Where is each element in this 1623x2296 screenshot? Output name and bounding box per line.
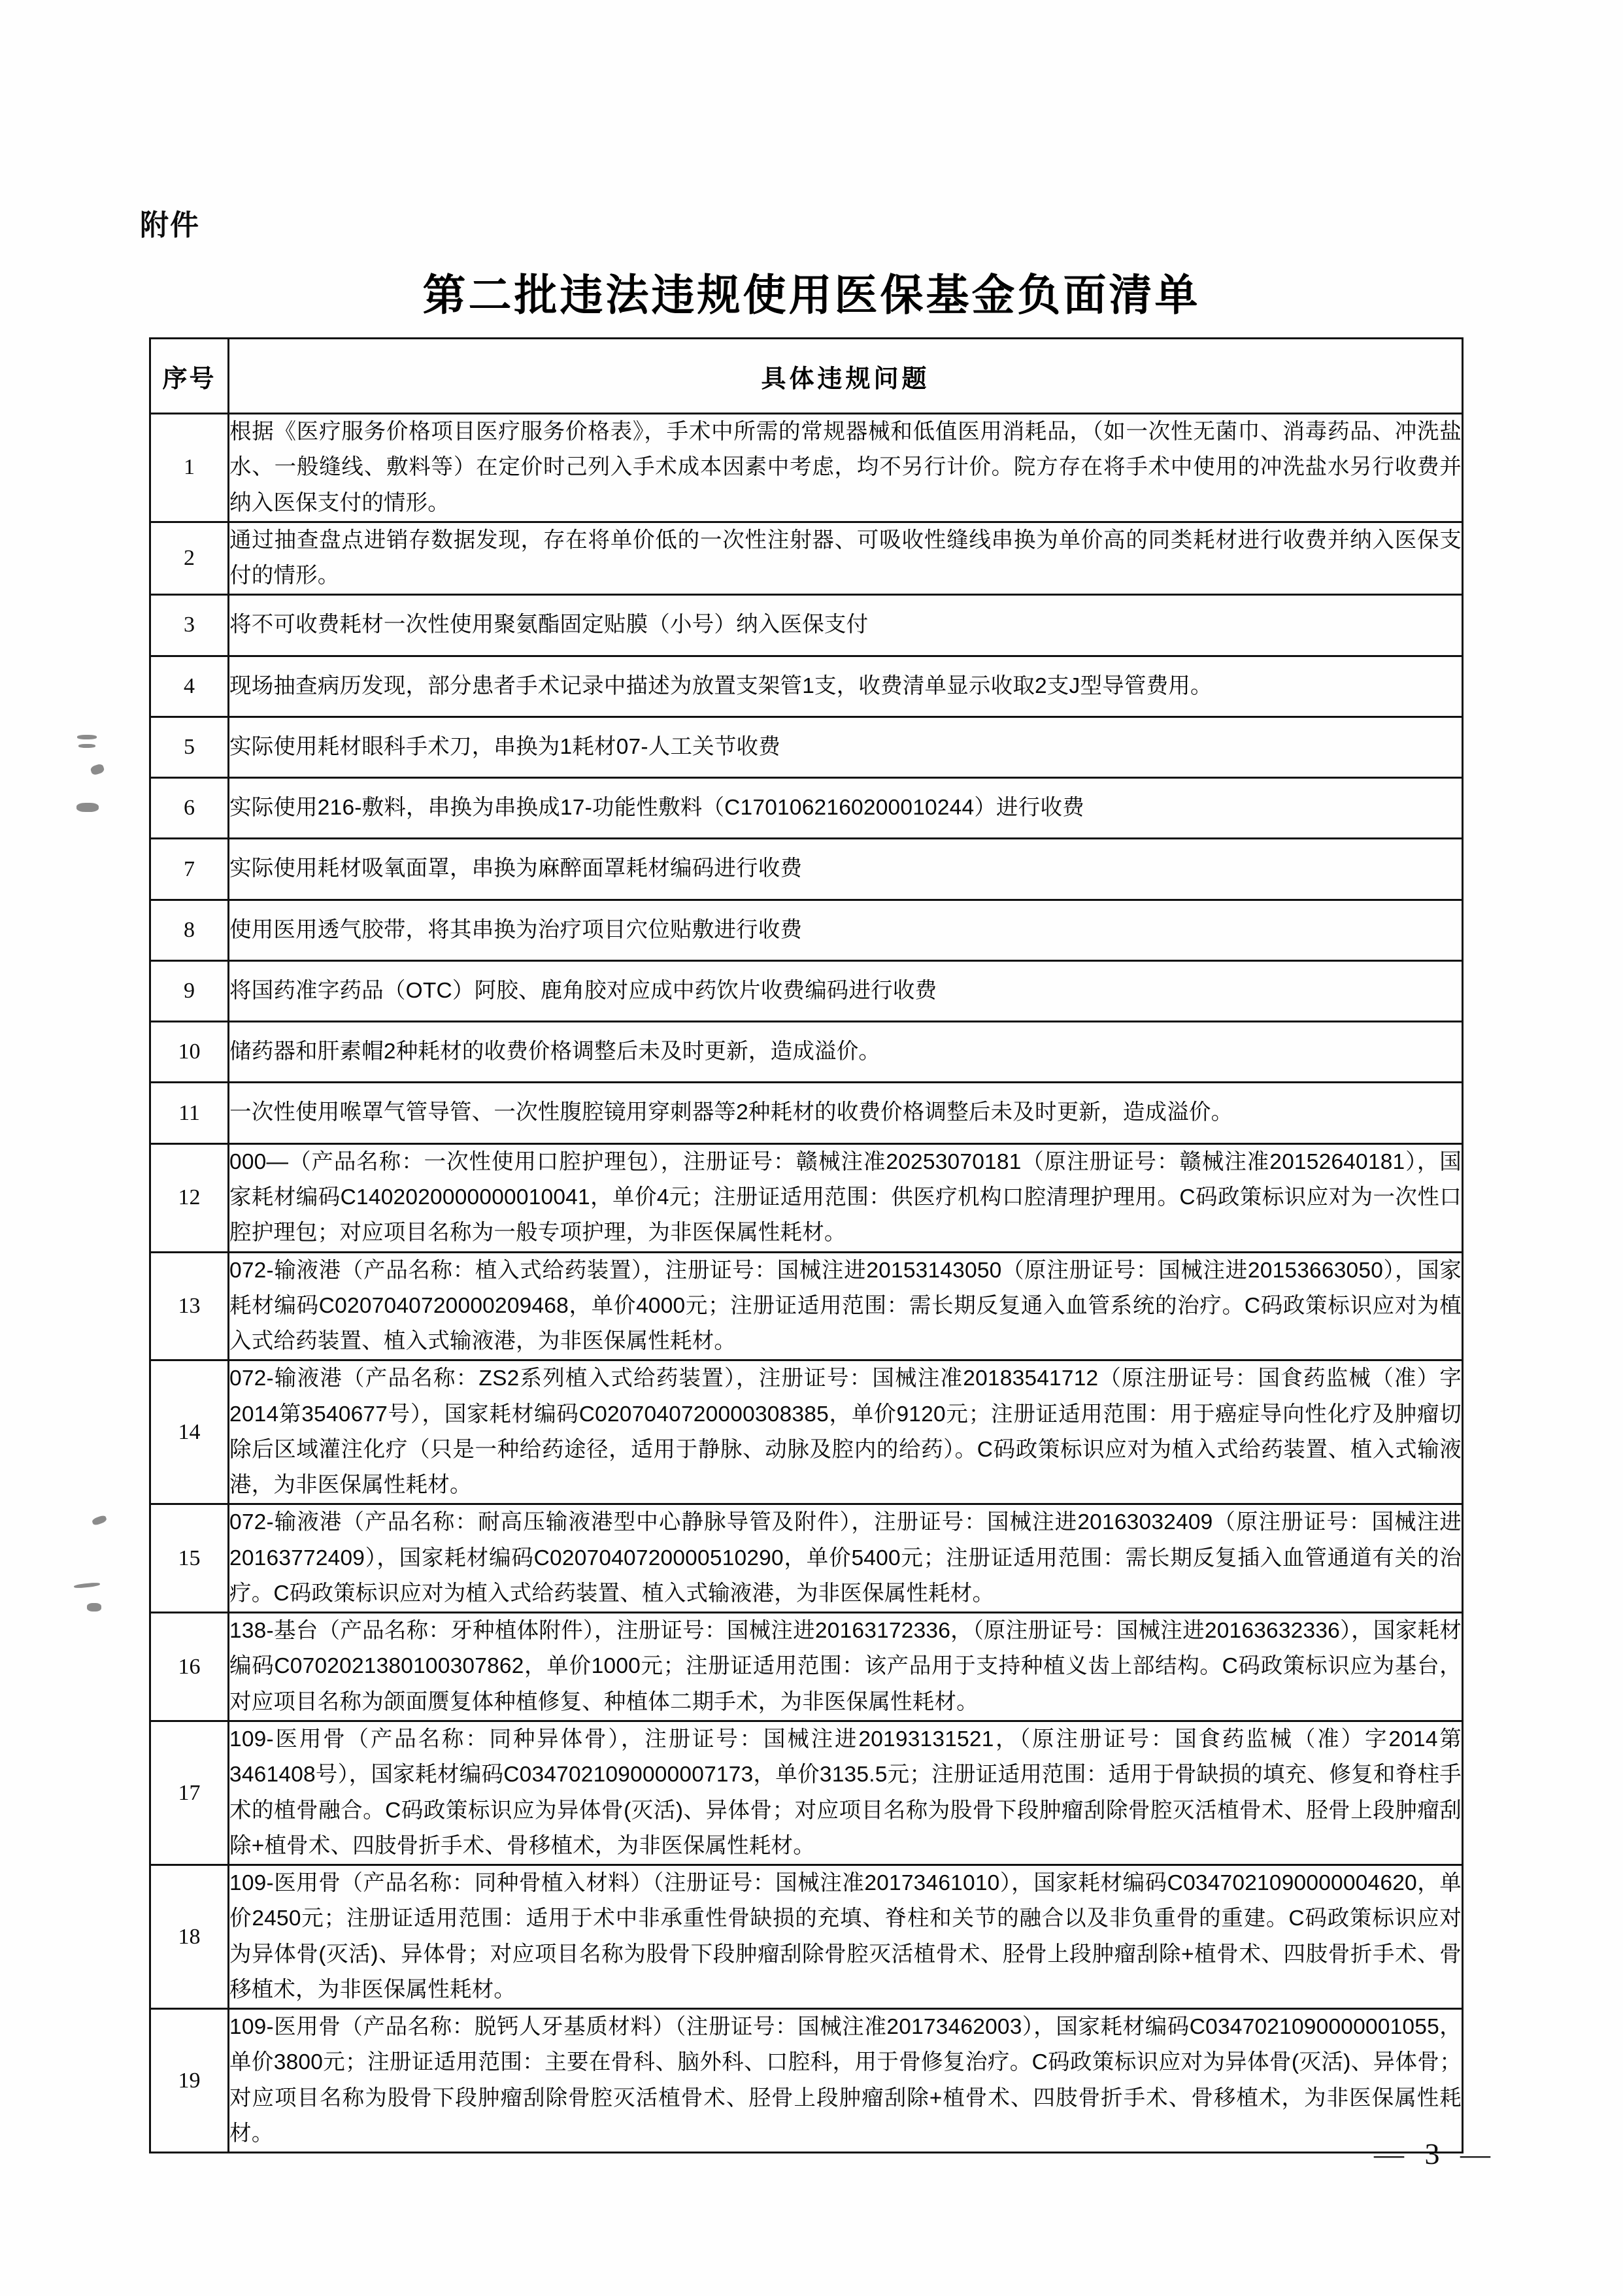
- table-row: [150, 1360, 1463, 1504]
- scan-artifact: [76, 803, 99, 812]
- table-row: [150, 1865, 1463, 2009]
- row-issue-text: 将不可收费耗材一次性使用聚氨酯固定贴膜（小号）纳入医保支付: [229, 595, 1463, 656]
- table-row: [150, 1721, 1463, 1865]
- row-issue-text: 138-基台（产品名称：牙种植体附件），注册证号：国械注进20163172336，（原注册证号：国械注进20163632336），国家耗材编码C0702021380100307862，单价1000元；注册证适用范围：该产品用于支持种植义齿上部结构。C码政策标识应为基台，对应项目名称为颌面赝复体种植修复、种植体二期手术，为非医保属性耗材。: [229, 1613, 1463, 1721]
- column-header-no: 序号: [150, 339, 229, 414]
- row-number: 14: [150, 1360, 229, 1504]
- row-issue-text: 通过抽查盘点进销存数据发现，存在将单价低的一次性注射器、可吸收性缝线串换为单价高的同类耗材进行收费并纳入医保支付的情形。: [229, 522, 1463, 595]
- row-issue-text: 使用医用透气胶带，将其串换为治疗项目穴位贴敷进行收费: [229, 900, 1463, 960]
- row-issue-text: 109-医用骨（产品名称：同种异体骨），注册证号：国械注进20193131521，（原注册证号：国食药监械（准）字2014第3461408号），国家耗材编码C0347021090000007173，单价3135.5元；注册证适用范围：适用于骨缺损的填充、修复和脊柱手术的植骨融合。C码政策标识应为异体骨(灭活)、异体骨；对应项目名称为股骨下段肿瘤刮除骨腔灭活植骨术、胫骨上段肿瘤刮除+植骨术、四肢骨折手术、骨移植术，为非医保属性耗材。: [229, 1721, 1463, 1865]
- row-number: 4: [150, 656, 229, 717]
- row-number: 6: [150, 778, 229, 839]
- table-row: [150, 2009, 1463, 2153]
- row-issue-text: 实际使用耗材眼科手术刀，串换为1耗材07-人工关节收费: [229, 717, 1463, 777]
- row-issue-text: 109-医用骨（产品名称：脱钙人牙基质材料）（注册证号：国械注准20173462003），国家耗材编码C0347021090000001055，单价3800元；注册证适用范围：主要在骨科、脑外科、口腔科，用于骨修复治疗。C码政策标识应对为异体骨(灭活)、异体骨；对应项目名称为股骨下段肿瘤刮除骨腔灭活植骨术、胫骨上段肿瘤刮除+植骨术、四肢骨折手术、骨移植术，为非医保属性耗材。: [229, 2009, 1463, 2153]
- table-row: [150, 839, 1463, 900]
- row-issue-text: 实际使用216-敷料，串换为串换成17-功能性敷料（C1701062160200010244）进行收费: [229, 778, 1463, 839]
- row-issue-text: 072-输液港（产品名称：耐高压输液港型中心静脉导管及附件），注册证号：国械注进20163032409（原注册证号：国械注进20163772409），国家耗材编码C0207040720000510290，单价5400元；注册证适用范围：需长期反复插入血管通道有关的治疗。C码政策标识应对为植入式给药装置、植入式输液港，为非医保属性耗材。: [229, 1504, 1463, 1613]
- row-issue-text: 000—（产品名称：一次性使用口腔护理包），注册证号：赣械注准20253070181（原注册证号：赣械注准20152640181），国家耗材编码C1402020000000010041，单价4元；注册证适用范围：供医疗机构口腔清理护理用。C码政策标识应对为一次性口腔护理包；对应项目名称为一般专项护理，为非医保属性耗材。: [229, 1143, 1463, 1252]
- row-issue-text: 一次性使用喉罩气管导管、一次性腹腔镜用穿刺器等2种耗材的收费价格调整后未及时更新，造成溢价。: [229, 1083, 1463, 1143]
- table-row: [150, 595, 1463, 656]
- page-number: — 3 —: [1374, 2137, 1497, 2170]
- violation-list-table: [149, 337, 1464, 2153]
- row-number: 13: [150, 1252, 229, 1360]
- table-row: [150, 1613, 1463, 1721]
- table-row: [150, 1083, 1463, 1143]
- row-number: 7: [150, 839, 229, 900]
- column-header-issue: 具体违规问题: [229, 339, 1463, 414]
- row-number: 10: [150, 1022, 229, 1083]
- scan-artifact: [90, 763, 105, 775]
- table-row: [150, 414, 1463, 522]
- row-number: 1: [150, 414, 229, 522]
- row-number: 19: [150, 2009, 229, 2153]
- row-issue-text: 将国药准字药品（OTC）阿胶、鹿角胶对应成中药饮片收费编码进行收费: [229, 960, 1463, 1021]
- row-number: 11: [150, 1083, 229, 1143]
- scan-artifact: [77, 735, 97, 739]
- row-number: 16: [150, 1613, 229, 1721]
- page-title: 第二批违法违规使用医保基金负面清单: [422, 271, 1201, 319]
- table-row: [150, 1504, 1463, 1613]
- row-issue-text: 072-输液港（产品名称：植入式给药装置），注册证号：国械注进20153143050（原注册证号：国械注进20153663050），国家耗材编码C0207040720000209468，单价4000元；注册证适用范围：需长期反复通入血管系统的治疗。C码政策标识应对为植入式给药装置、植入式输液港，为非医保属性耗材。: [229, 1252, 1463, 1360]
- row-number: 8: [150, 900, 229, 960]
- row-issue-text: 072-输液港（产品名称：ZS2系列植入式给药装置），注册证号：国械注准20183541712（原注册证号：国食药监械（准）字2014第3540677号），国家耗材编码C0207040720000308385，单价9120元；注册证适用范围：用于癌症导向性化疗及肿瘤切除后区域灌注化疗（只是一种给药途径，适用于静脉、动脉及腔内的给药）。C码政策标识应对为植入式给药装置、植入式输液港，为非医保属性耗材。: [229, 1360, 1463, 1504]
- row-number: 12: [150, 1143, 229, 1252]
- row-number: 9: [150, 960, 229, 1021]
- row-issue-text: 实际使用耗材吸氧面罩，串换为麻醉面罩耗材编码进行收费: [229, 839, 1463, 900]
- row-number: 5: [150, 717, 229, 777]
- scan-artifact: [74, 1582, 100, 1589]
- row-number: 15: [150, 1504, 229, 1613]
- table-row: [150, 1022, 1463, 1083]
- attachment-label: 附件: [140, 209, 200, 241]
- table-header-row: [150, 339, 1463, 414]
- row-issue-text: 储药器和肝素帽2种耗材的收费价格调整后未及时更新，造成溢价。: [229, 1022, 1463, 1083]
- table-row: [150, 778, 1463, 839]
- table-row: [150, 1143, 1463, 1252]
- row-issue-text: 现场抽查病历发现，部分患者手术记录中描述为放置支架管1支，收费清单显示收取2支J型导管费用。: [229, 656, 1463, 717]
- row-number: 3: [150, 595, 229, 656]
- row-number: 2: [150, 522, 229, 595]
- scan-artifact: [78, 744, 95, 748]
- table-body: [150, 414, 1463, 2153]
- table-row: [150, 960, 1463, 1021]
- scan-artifact: [87, 1603, 101, 1612]
- row-number: 17: [150, 1721, 229, 1865]
- table-row: [150, 900, 1463, 960]
- table-row: [150, 717, 1463, 777]
- row-issue-text: 109-医用骨（产品名称：同种骨植入材料）（注册证号：国械注准20173461010），国家耗材编码C0347021090000004620，单价2450元；注册证适用范围：适用于术中非承重性骨缺损的充填、脊柱和关节的融合以及非负重骨的重建。C码政策标识应对为异体骨(灭活)、异体骨；对应项目名称为股骨下段肿瘤刮除骨腔灭活植骨术、胫骨上段肿瘤刮除+植骨术、四肢骨折手术、骨移植术，为非医保属性耗材。: [229, 1865, 1463, 2009]
- table-row: [150, 522, 1463, 595]
- table-row: [150, 1252, 1463, 1360]
- scan-artifact: [92, 1515, 107, 1527]
- row-number: 18: [150, 1865, 229, 2009]
- table-row: [150, 656, 1463, 717]
- row-issue-text: 根据《医疗服务价格项目医疗服务价格表》，手术中所需的常规器械和低值医用消耗品，（如一次性无菌巾、消毒药品、冲洗盐水、一般缝线、敷料等）在定价时己列入手术成本因素中考虑，均不另行计价。院方存在将手术中使用的冲洗盐水另行收费并纳入医保支付的情形。: [229, 414, 1463, 522]
